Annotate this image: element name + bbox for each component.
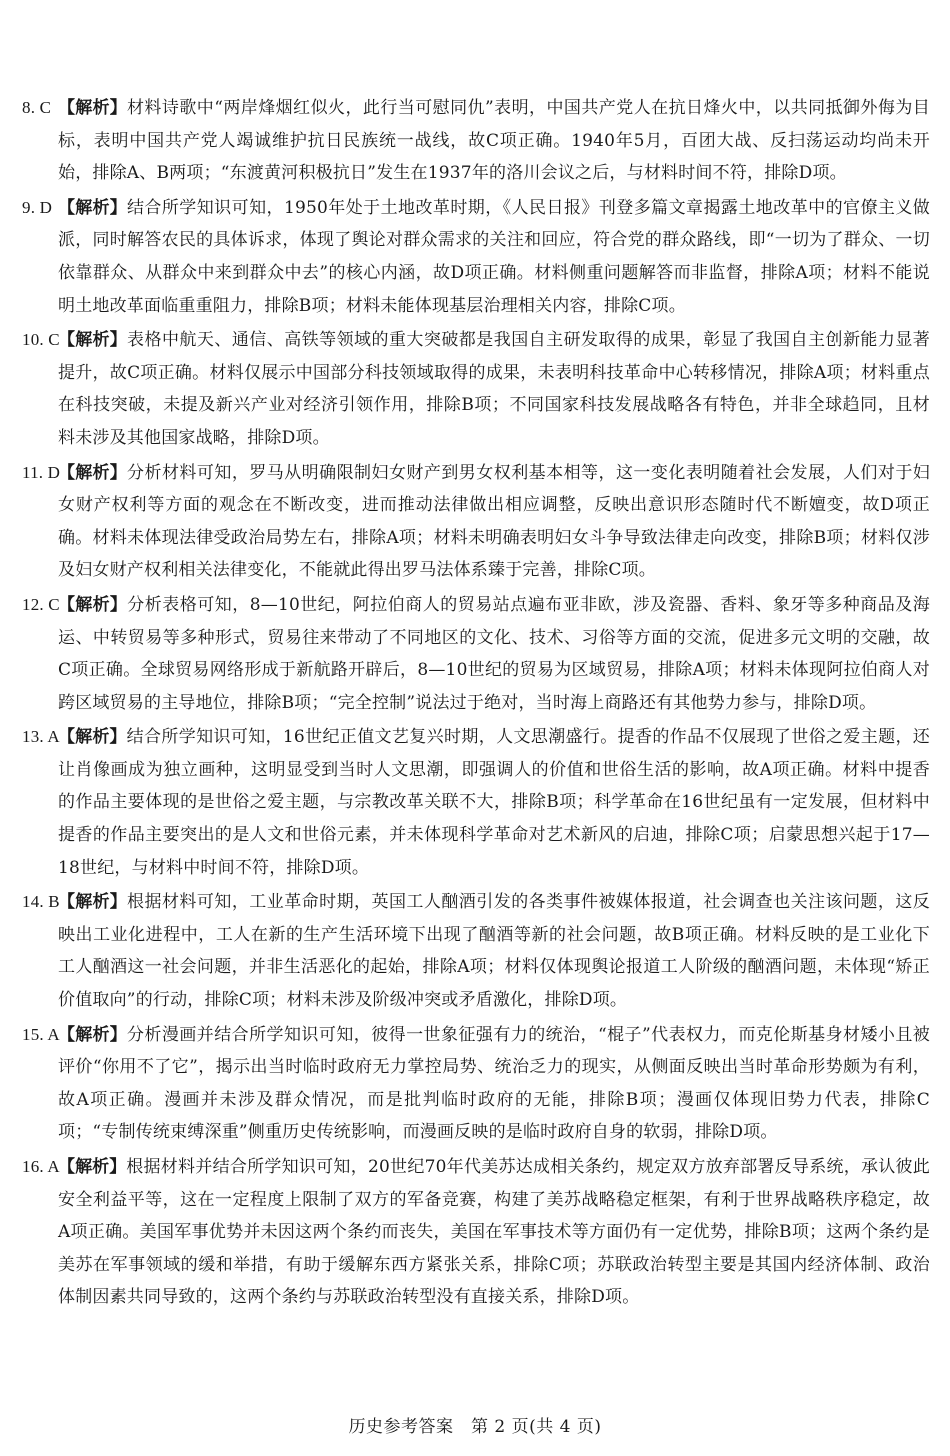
analysis-tag: 【解析】 — [58, 1024, 127, 1045]
analysis-tag: 【解析】 — [58, 98, 127, 118]
answer-item-13 — [22, 721, 930, 884]
analysis-tag: 【解析】 — [58, 892, 128, 913]
analysis-text: 表格中航天、通信、高铁等领域的重大突破都是我国自主研发取得的成果，彰显了我国自主创新能力显著提升，故C项正确。材料仅展示中国部分科技领域取得的成果，未表明科技革命中心转移情况，排除A项；材料重点在科技突破，未提及新兴产业对经济引领作用，排除B项；不同国家科技发展战略各有特色，并非全球趋同，且材料未涉及其他国家战略，排除D项。 — [58, 330, 930, 448]
answer-item-14 — [22, 886, 930, 1016]
analysis-tag: 【解析】 — [58, 594, 128, 615]
question-number: 15. A — [22, 1024, 60, 1044]
analysis-tag: 【解析】 — [58, 727, 127, 748]
analysis-text: 分析表格可知，8—10世纪，阿拉伯商人的贸易站点遍布亚非欧，涉及瓷器、香料、象牙等多种商品及海运、中转贸易等多种形式，贸易往来带动了不同地区的文化、技术、习俗等方面的交流，促进多元文明的交融，故C项正确。全球贸易网络形成于新航路开辟后，8—10世纪的贸易为区域贸易，排除A项；材料未体现阿拉伯商人对跨区域贸易的主导地位，排除B项；“完全控制”说法过于绝对，当时海上商路还有其他势力参与，排除D项。 — [58, 594, 931, 713]
answer-item-10 — [22, 324, 930, 454]
answer-item-12 — [22, 589, 930, 719]
answer-item-15 — [22, 1019, 930, 1149]
answer-list — [22, 92, 930, 1316]
analysis-text: 材料诗歌中“两岸烽烟红似火，此行当可慰同仇”表明，中国共产党人在抗日烽火中，以共同抵御外侮为目标，表明中国共产党人竭诚维护抗日民族统一战线，故C项正确。1940年5月，百团大战、反扫荡运动均尚未开始，排除A、B两项；“东渡黄河积极抗日”发生在1937年的洛川会议之后，与材料时间不符，排除D项。 — [58, 98, 931, 184]
question-number: 9. D — [22, 197, 53, 217]
answer-item-16 — [22, 1151, 930, 1314]
answer-item-8 — [22, 92, 930, 190]
analysis-tag: 【解析】 — [58, 462, 128, 483]
question-number: 14. B — [22, 892, 60, 912]
question-number: 10. C — [22, 330, 60, 350]
analysis-text: 根据材料可知，工业革命时期，英国工人酗酒引发的各类事件被媒体报道，社会调查也关注该问题，这反映出工业化进程中，工人在新的生产生活环境下出现了酗酒等新的社会问题，故B项正确。材料反映的是工业化下工人酗酒这一社会问题，并非生活恶化的起始，排除A项；材料仅体现舆论报道工人阶级的酗酒问题，未体现“矫正价值取向”的行动，排除C项；材料未涉及阶级冲突或矛盾激化，排除D项。 — [58, 892, 930, 1011]
question-number: 12. C — [22, 594, 60, 614]
question-number: 13. A — [22, 727, 60, 747]
page-footer: 历史参考答案 第 2 页(共 4 页) — [348, 1417, 602, 1437]
question-number: 11. D — [22, 462, 61, 482]
analysis-text: 根据材料并结合所学知识可知，20世纪70年代美苏达成相关条约，规定双方放弃部署反导系统，承认彼此安全利益平等，这在一定程度上限制了双方的军备竞赛，构建了美苏战略稳定框架，有利于世界战略秩序稳定，故A项正确。美国军事优势并未因这两个条约而丧失，美国在军事技术等方面仍有一定优势，排除B项；这两个条约是美苏在军事领域的缓和举措，有助于缓解东西方紧张关系，排除C项；苏联政治转型主要是其国内经济体制、政治体制因素共同导致的，这两个条约与苏联政治转型没有直接关系，排除D项。 — [58, 1157, 930, 1308]
analysis-text: 结合所学知识可知，1950年处于土地改革时期，《人民日报》刊登多篇文章揭露土地改革中的官僚主义做派，同时解答农民的具体诉求，体现了舆论对群众需求的关注和回应，符合党的群众路线，即“一切为了群众、一切依靠群众、从群众中来到群众中去”的核心内涵，故D项正确。材料侧重问题解答而非监督，排除A项；材料不能说明土地改革面临重重阻力，排除B项；材料未能体现基层治理相关内容，排除C项。 — [58, 197, 930, 316]
analysis-tag: 【解析】 — [58, 1157, 127, 1177]
analysis-text: 分析材料可知，罗马从明确限制妇女财产到男女权利基本相等，这一变化表明随着社会发展，人们对于妇女财产权利等方面的观念在不断改变，进而推动法律做出相应调整，反映出意识形态随时代不断嬗变，故D项正确。材料未体现法律受政治局势左右，排除A项；材料未明确表明妇女斗争导致法律走向改变，排除B项；材料仅涉及妇女财产权利相关法律变化，不能就此得出罗马法体系臻于完善，排除C项。 — [58, 462, 930, 581]
answer-item-9 — [22, 192, 930, 322]
analysis-tag: 【解析】 — [58, 330, 128, 351]
answer-item-11 — [22, 457, 930, 587]
question-number: 16. A — [22, 1157, 60, 1176]
analysis-tag: 【解析】 — [58, 197, 127, 218]
analysis-text: 分析漫画并结合所学知识可知，彼得一世象征强有力的统治，“棍子”代表权力，而克伦斯基身材矮小且被评价“你用不了它”，揭示出当时临时政府无力掌控局势、统治乏力的现实，从侧面反映出当时革命形势颇为有利，故A项正确。漫画并未涉及群众情况，而是批判临时政府的无能，排除B项；漫画仅体现旧势力代表，排除C项；“专制传统束缚深重”侧重历史传统影响，而漫画反映的是临时政府自身的软弱，排除D项。 — [58, 1024, 931, 1143]
question-number: 8. C — [22, 98, 52, 117]
analysis-text: 结合所学知识可知，16世纪正值文艺复兴时期，人文思潮盛行。提香的作品不仅展现了世俗之爱主题，还让肖像画成为独立画种，这明显受到当时人文思潮，即强调人的价值和世俗生活的影响，故A项正确。材料中提香的作品主要体现的是世俗之爱主题，与宗教改革关联不大，排除B项；科学革命在16世纪虽有一定发展，但材料中提香的作品主要突出的是人文和世俗元素，并未体现科学革命对艺术新风的启迪，排除C项；启蒙思想兴起于17—18世纪，与材料中时间不符，排除D项。 — [58, 727, 931, 878]
